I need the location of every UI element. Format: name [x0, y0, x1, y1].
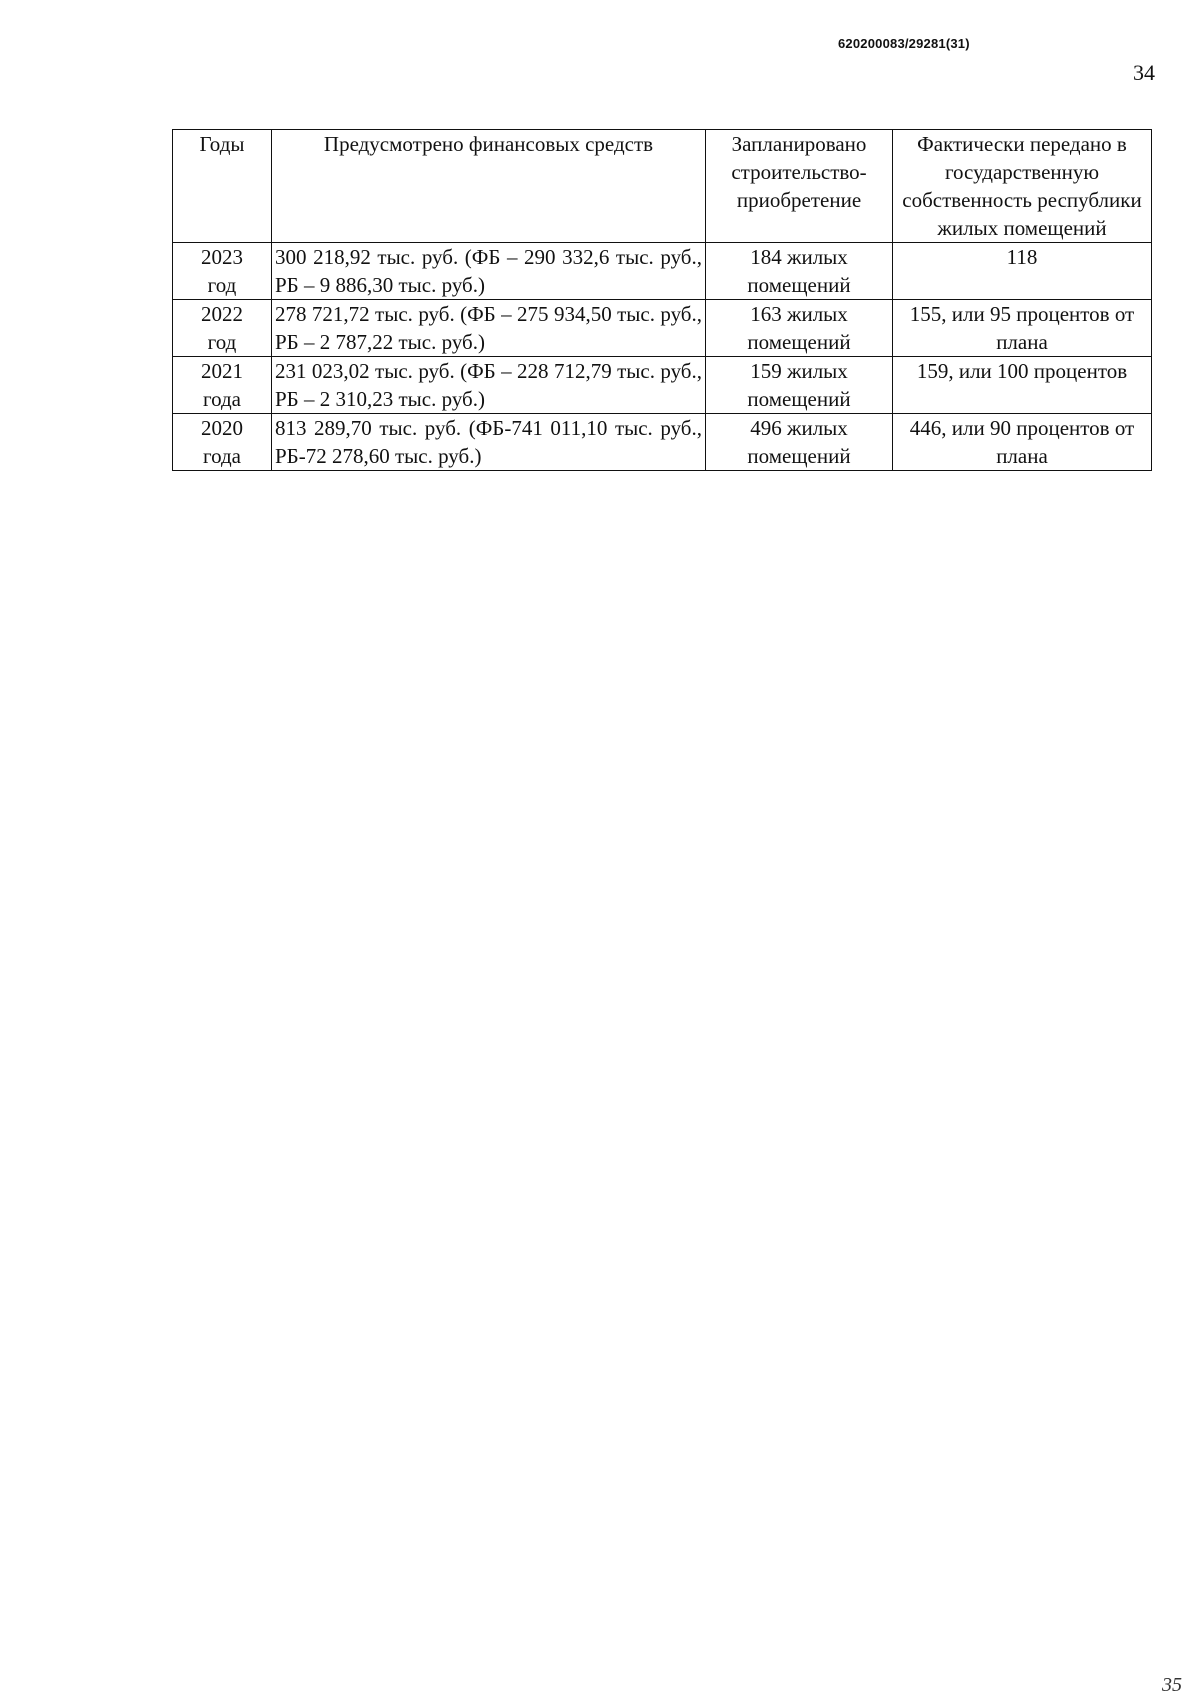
planned-cell: 163 жилых помещений — [706, 300, 893, 357]
year-cell — [173, 243, 272, 300]
actual-cell: 446, или 90 процентов от плана — [893, 414, 1152, 471]
table-header-row — [173, 130, 1152, 243]
year-cell — [173, 414, 272, 471]
year-value: 2023 — [201, 245, 243, 269]
year-cell — [173, 357, 272, 414]
funds-cell: 300 218,92 тыс. руб. (ФБ – 290 332,6 тыс. руб., РБ – 9 886,30 тыс. руб.) — [272, 243, 706, 300]
planned-cell: 159 жилых помещений — [706, 357, 893, 414]
table-row — [173, 414, 1152, 471]
column-header-actual: Фактически передано в государственную собственность республики жилых помещений — [893, 130, 1152, 243]
year-word: год — [207, 273, 237, 297]
table-row — [173, 300, 1152, 357]
funds-cell: 231 023,02 тыс. руб. (ФБ – 228 712,79 тыс. руб., РБ – 2 310,23 тыс. руб.) — [272, 357, 706, 414]
year-value: 2022 — [201, 302, 243, 326]
column-header-planned: Запланировано строительство-приобретение — [706, 130, 893, 243]
handwritten-sheet-number: 35 — [1162, 1674, 1182, 1696]
actual-cell: 159, или 100 процентов — [893, 357, 1152, 414]
year-word: года — [203, 387, 241, 411]
housing-transfer-table — [172, 129, 1152, 471]
document-registration-number: 620200083/29281(31) — [838, 36, 970, 51]
actual-cell: 155, или 95 процентов от плана — [893, 300, 1152, 357]
year-value: 2020 — [201, 416, 243, 440]
funds-cell: 813 289,70 тыс. руб. (ФБ-741 011,10 тыс. руб., РБ-72 278,60 тыс. руб.) — [272, 414, 706, 471]
table-row — [173, 243, 1152, 300]
year-word: года — [203, 444, 241, 468]
year-cell — [173, 300, 272, 357]
funds-cell: 278 721,72 тыс. руб. (ФБ – 275 934,50 тыс. руб., РБ – 2 787,22 тыс. руб.) — [272, 300, 706, 357]
page-number: 34 — [1133, 60, 1155, 85]
table-row — [173, 357, 1152, 414]
column-header-funds: Предусмотрено финансовых средств — [272, 130, 706, 243]
planned-cell: 496 жилых помещений — [706, 414, 893, 471]
actual-cell: 118 — [893, 243, 1152, 300]
column-header-years: Годы — [173, 130, 272, 243]
year-word: год — [207, 330, 237, 354]
planned-cell: 184 жилых помещений — [706, 243, 893, 300]
year-value: 2021 — [201, 359, 243, 383]
